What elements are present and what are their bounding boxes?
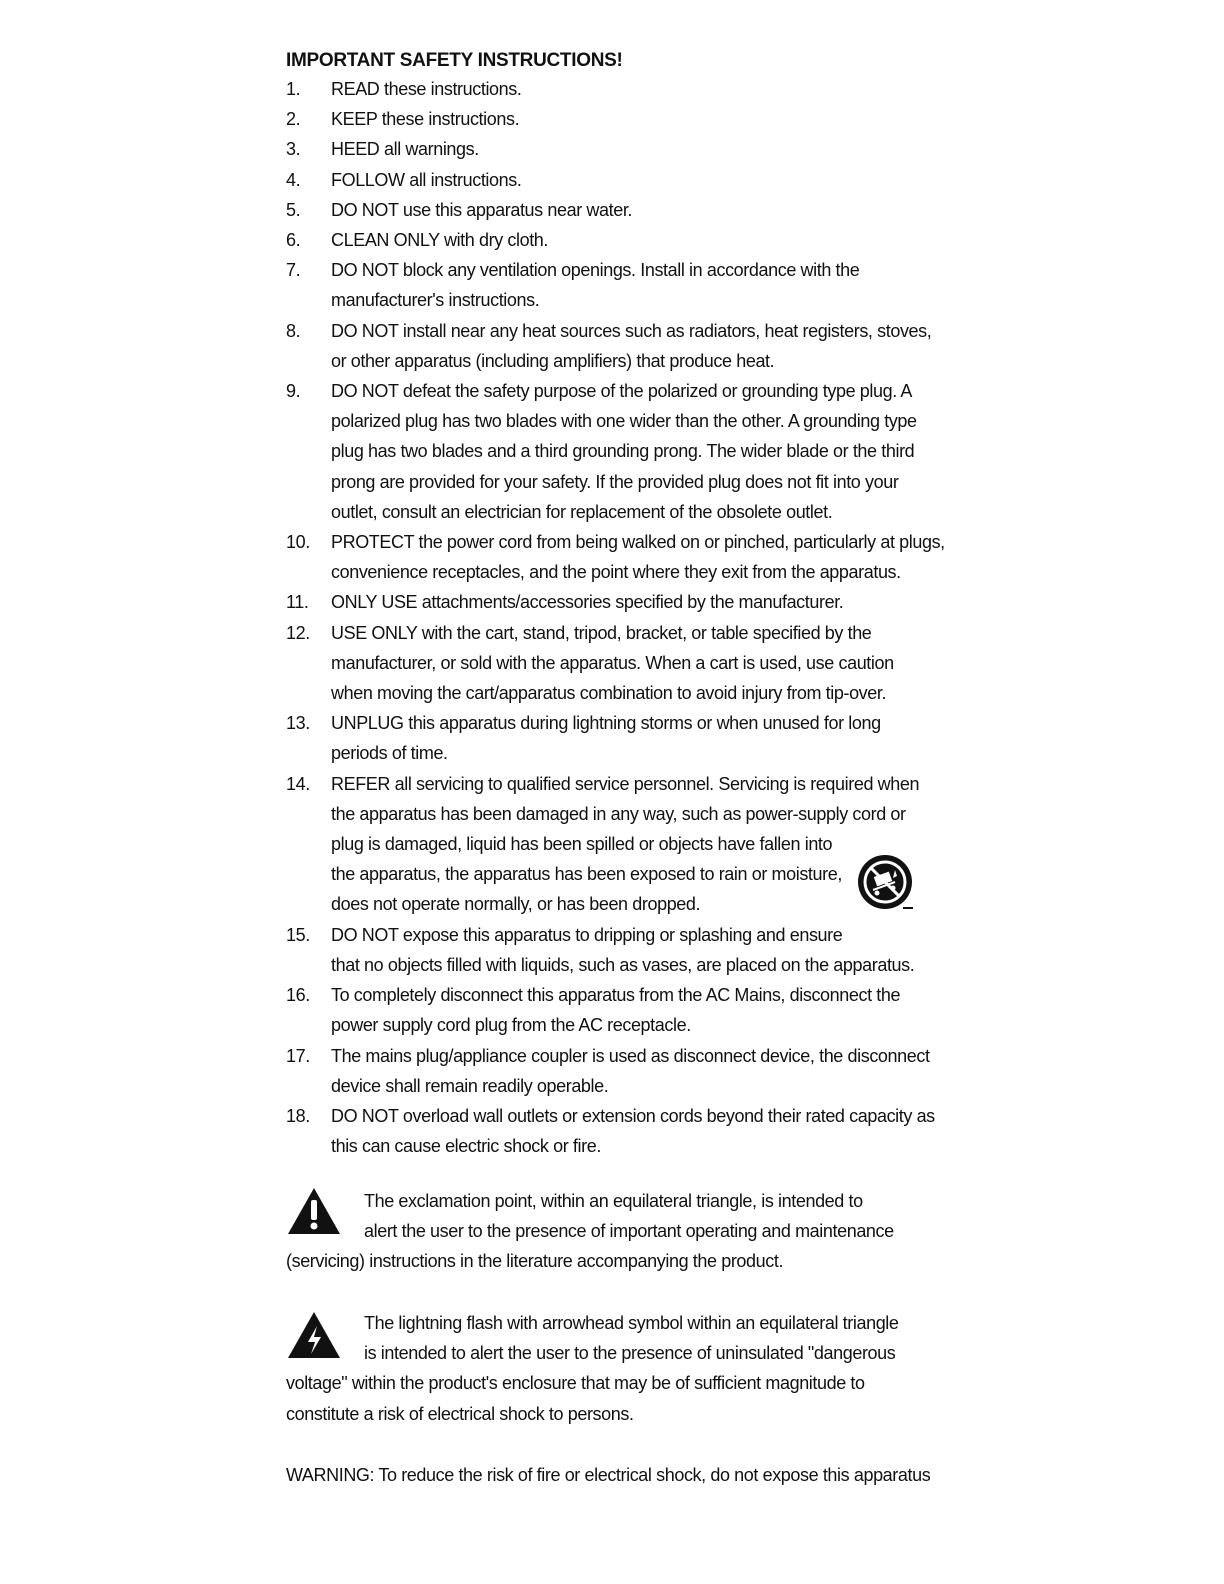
- exclamation-line-3: (servicing) instructions in the literature accompanying the product.: [286, 1251, 784, 1272]
- item-text: CLEAN ONLY with dry cloth.: [331, 230, 549, 251]
- list-item: [286, 134, 946, 164]
- item-text: READ these instructions.: [331, 79, 522, 99]
- item-text: DO NOT overload wall outlets or extension cords beyond their rated capacity as this can cause electric shock or fire.: [331, 1105, 935, 1157]
- list-item: [286, 769, 946, 920]
- item-number: 1.: [286, 79, 301, 99]
- lightning-line-4: constitute a risk of electrical shock to persons.: [286, 1403, 634, 1424]
- item-text: DO NOT block any ventilation openings. Install in accordance with the manufacturer's instructions.: [331, 260, 860, 311]
- page-title: IMPORTANT SAFETY INSTRUCTIONS!: [286, 50, 623, 71]
- list-item: [286, 980, 946, 1040]
- list-item: [286, 587, 946, 617]
- item-text: DO NOT expose this apparatus to dripping or splashing and ensure that no objects filled with liquids, such as vases, are placed on the apparatus.: [331, 924, 915, 975]
- exclamation-triangle-icon: [286, 1186, 342, 1236]
- list-item: [286, 1101, 946, 1161]
- item-number: 16.: [286, 985, 310, 1006]
- list-item: [286, 104, 946, 134]
- item-text: HEED all warnings.: [331, 139, 479, 160]
- item-number: 9.: [286, 381, 301, 402]
- lightning-line-1: The lightning flash with arrowhead symbol within an equilateral triangle: [364, 1313, 899, 1333]
- list-item: [286, 920, 946, 980]
- item-text: USE ONLY with the cart, stand, tripod, bracket, or table specified by the manufacturer, or sold with the apparatus. When a cart is used, use caution when moving the cart/apparatus combination to avoid injury from tip-over.: [331, 622, 894, 704]
- item-number: 17.: [286, 1045, 310, 1066]
- item-text: To completely disconnect this apparatus from the AC Mains, disconnect the power supply cord plug from the AC receptacle.: [331, 985, 901, 1036]
- list-item: [286, 165, 946, 195]
- item-number: 8.: [286, 320, 301, 341]
- exclamation-notice: [286, 1186, 926, 1277]
- list-item: [286, 1041, 946, 1101]
- item-text: REFER all servicing to qualified service personnel. Servicing is required when the apparatus has been damaged in any way, such as power-supply cord or plug is damaged, liquid has been spilled or objects have fallen into the apparatus, the apparatus has been exposed to rain or moisture, does not operate normally, or has been dropped.: [331, 773, 920, 915]
- list-item: [286, 316, 946, 376]
- list-item: [286, 618, 946, 709]
- item-number: 4.: [286, 169, 301, 190]
- list-item: [286, 708, 946, 768]
- list-item: [286, 527, 946, 587]
- item-number: 6.: [286, 230, 301, 251]
- lightning-line-3: voltage" within the product's enclosure that may be of sufficient magnitude to: [286, 1373, 865, 1394]
- no-cart-tipover-icon: [855, 852, 915, 912]
- lightning-notice: [286, 1308, 926, 1429]
- item-number: 5.: [286, 199, 301, 220]
- item-text: DO NOT install near any heat sources such as radiators, heat registers, stoves, or other apparatus (including amplifiers) that produce heat.: [331, 320, 932, 371]
- item-number: 15.: [286, 924, 310, 945]
- instructions-list: [286, 74, 946, 1161]
- item-text: DO NOT defeat the safety purpose of the polarized or grounding type plug. A polarized plug has two blades with one wider than the other. A grounding type plug has two blades and a third grounding prong. The wider blade or the third prong are provided for your safety. If the provided plug does not fit into your outlet, consult an electrician for replacement of the obsolete outlet.: [331, 381, 917, 522]
- warning-text: WARNING: To reduce the risk of fire or electrical shock, do not expose this apparatus: [286, 1465, 931, 1485]
- item-number: 10.: [286, 532, 310, 553]
- item-text: FOLLOW all instructions.: [331, 169, 522, 190]
- list-item: [286, 74, 946, 104]
- item-text: UNPLUG this apparatus during lightning storms or when unused for long periods of time.: [331, 713, 881, 764]
- list-item: [286, 195, 946, 225]
- lightning-triangle-icon: [286, 1310, 342, 1360]
- list-item: [286, 376, 946, 527]
- list-item: [286, 255, 946, 315]
- item-text: KEEP these instructions.: [331, 109, 520, 130]
- item-number: 13.: [286, 713, 310, 734]
- list-item: [286, 225, 946, 255]
- item-text: PROTECT the power cord from being walked on or pinched, particularly at plugs, convenience receptacles, and the point where they exit from the apparatus.: [331, 532, 945, 583]
- item-text: The mains plug/appliance coupler is used as disconnect device, the disconnect device shall remain readily operable.: [331, 1045, 930, 1096]
- lightning-line-2: is intended to alert the user to the presence of uninsulated "dangerous: [364, 1343, 896, 1364]
- item-number: 18.: [286, 1105, 310, 1126]
- item-number: 7.: [286, 260, 301, 281]
- exclamation-line-1: The exclamation point, within an equilateral triangle, is intended to: [364, 1191, 863, 1211]
- item-number: 2.: [286, 109, 301, 130]
- item-text: DO NOT use this apparatus near water.: [331, 199, 633, 220]
- item-number: 3.: [286, 139, 301, 160]
- item-number: 14.: [286, 773, 310, 794]
- item-number: 11.: [286, 592, 309, 613]
- item-text: ONLY USE attachments/accessories specified by the manufacturer.: [331, 592, 844, 613]
- exclamation-line-2: alert the user to the presence of important operating and maintenance: [364, 1221, 894, 1242]
- item-number: 12.: [286, 622, 310, 643]
